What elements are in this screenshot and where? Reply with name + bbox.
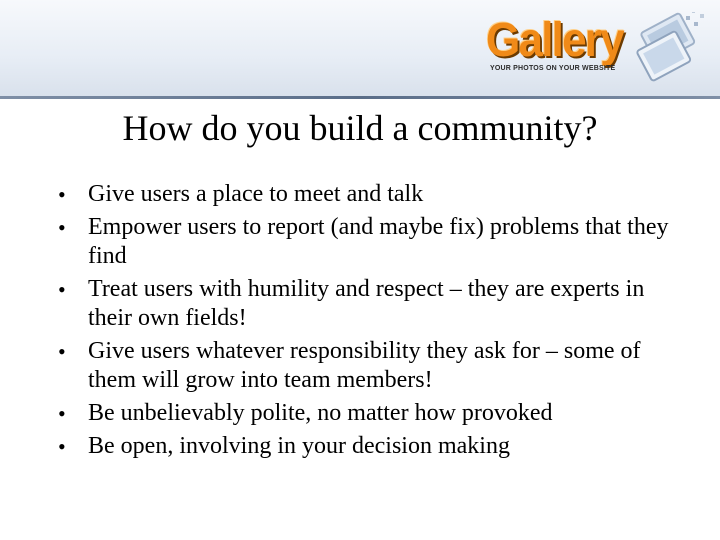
bullet-list xyxy=(58,180,678,465)
list-item xyxy=(58,337,678,395)
bullet-text: Empower users to report (and maybe fix) problems that they find xyxy=(88,214,669,269)
bullet-icon: • xyxy=(58,434,66,459)
bullet-text: Give users a place to meet and talk xyxy=(88,181,424,207)
logo-wordmark: Gallery xyxy=(486,14,623,67)
list-item xyxy=(58,432,678,461)
list-item xyxy=(58,180,678,209)
header-divider xyxy=(0,96,720,99)
list-item xyxy=(58,399,678,428)
bullet-text: Be unbelievably polite, no matter how provoked xyxy=(88,400,553,426)
bullet-icon: • xyxy=(58,182,66,207)
bullet-text: Treat users with humility and respect – they are experts in their own fields! xyxy=(88,276,645,331)
slide-title: How do you build a community? xyxy=(122,108,598,148)
bullet-text: Be open, involving in your decision making xyxy=(88,433,510,459)
bullet-icon: • xyxy=(58,215,66,240)
logo-tagline: YOUR PHOTOS ON YOUR WEBSITE xyxy=(490,65,616,72)
list-item xyxy=(58,275,678,333)
bullet-icon: • xyxy=(58,339,66,364)
bullet-icon: • xyxy=(58,277,66,302)
bullet-icon: • xyxy=(58,401,66,426)
gallery-logo xyxy=(486,14,708,80)
photo-frames-icon xyxy=(628,12,708,82)
bullet-text: Give users whatever responsibility they ask for – some of them will grow into team members! xyxy=(88,338,641,393)
list-item xyxy=(58,213,678,271)
